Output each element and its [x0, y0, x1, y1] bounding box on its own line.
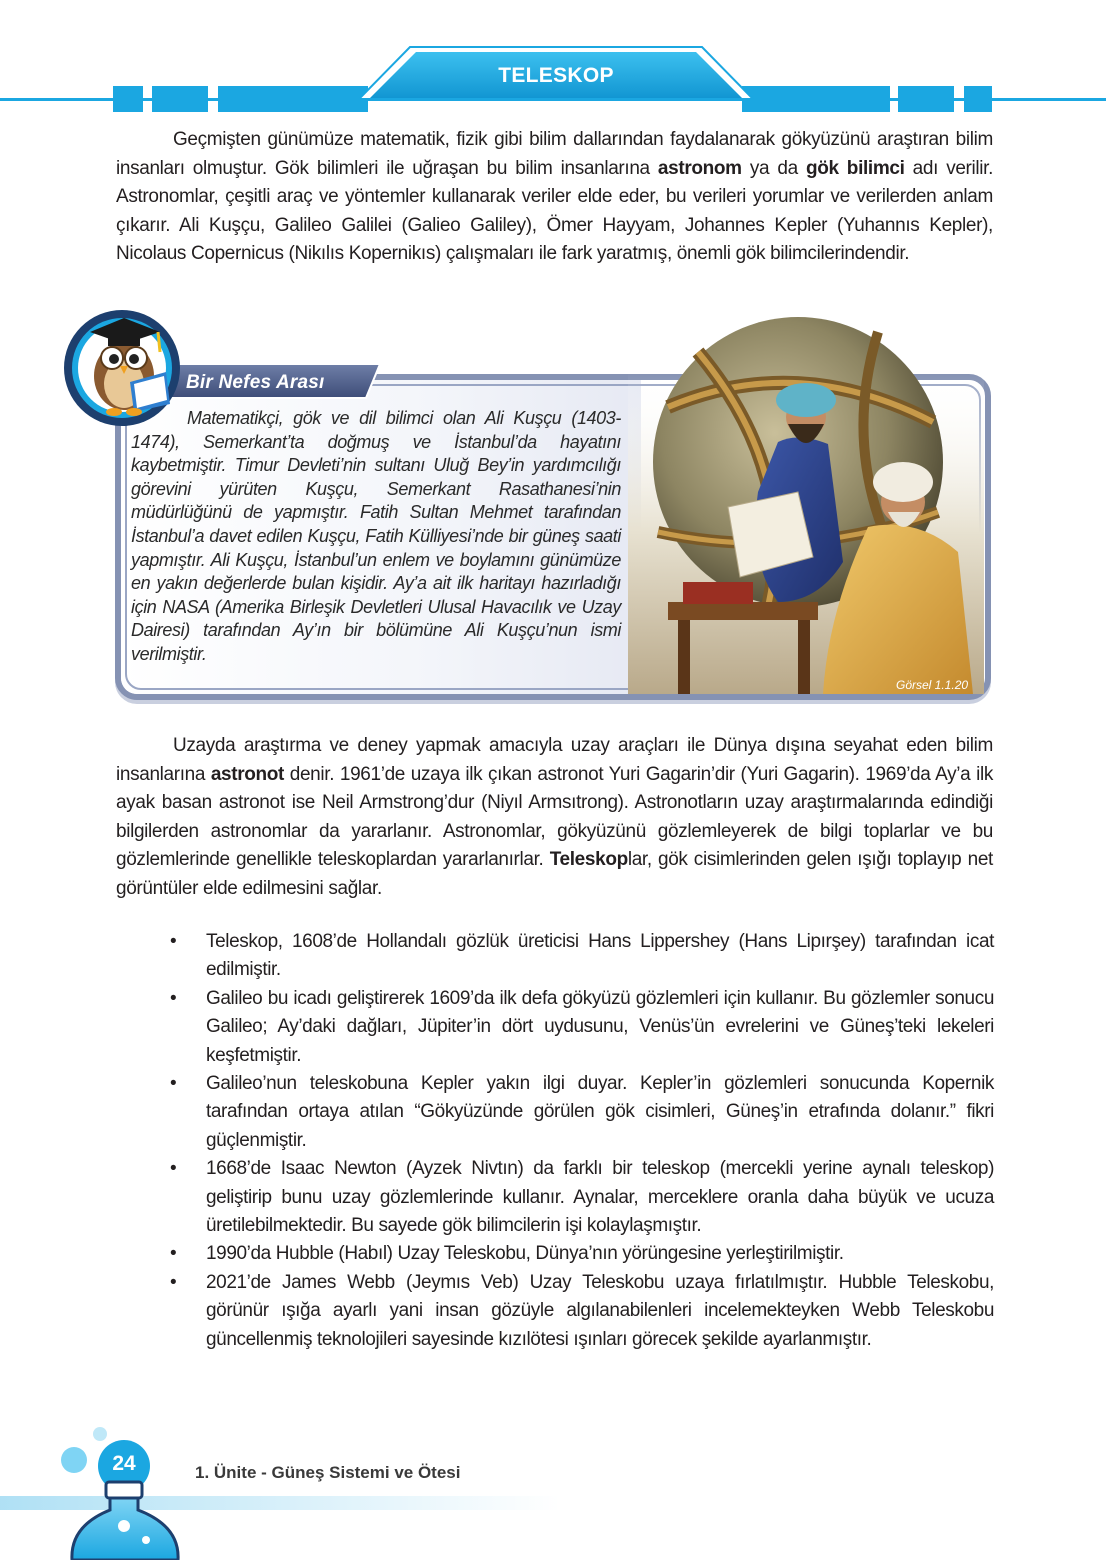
list-item — [168, 1269, 994, 1354]
list-item — [168, 1070, 994, 1155]
second-text-1: Uzayda araştırma ve deney yapmak amacıyla uzay araçları ile Dünya dışına seyahat eden bilim insanlarına — [116, 735, 993, 785]
intro-text-3: adı verilir. Astronomlar, çeşitli araç ve yöntemler kullanarak veriler elde eder, bu verileri yorumlar ve verilerden anlam çıkarır. Ali Kuşçu, Galileo Galilei (Galieo Galiley), Ömer Hayyam, Johannes Kepler (Yuhannıs Kepler), Nicolaus Copernicus (Nikılıs Kopernikıs) çalışmaları ile fark yaratmış, önemli gök bilimcilerindendir. — [116, 157, 994, 265]
list-item-text: 1990’da Hubble (Habıl) Uzay Teleskobu, Dünya’nın yörüngesine yerleştirilmiştir. — [206, 1243, 844, 1265]
intro-text-1: Geçmişten günümüze matematik, fizik gibi bilim dallarından faydalanarak gökyüzünü araştıran bilim insanları olmuştur. Gök bilimleri ile uğraşan bu bilim insanlarına — [116, 129, 993, 179]
term-astronom: astronom — [657, 157, 742, 179]
list-item-text: Galileo’nun teleskobuna Kepler yakın ilgi duyar. Kepler’in gözlemleri sonucunda Kopernik tarafından ortaya atılan “Gökyüzünde görülen gök cisimleri, Güneş’in etrafında dolanır.” fikri güçlenmiştir. — [206, 1073, 994, 1151]
header-block-left-1 — [113, 86, 143, 112]
info-box-paragraph: Matematikçi, gök ve dil bilimci olan Ali Kuşçu (1403-1474), Semerkant’ta doğmuş ve İstanbul’da hayatını kaybetmiştir. Timur Devleti’nin sultanı Uluğ Bey’in yardımcılığı görevini yürüten Kuşçu, Semerkant Rasathanesi’nin müdürlüğünü de yapmıştır. Fatih Sultan Mehmet tarafından İstanbul’a davet edilen Kuşçu, Fatih Külliyesi’nde bir güneş saati yapmıştır. Ali Kuşçu, İstanbul’un enlem ve boylamını günümüze en yakın değerlerde bulan kişidir. Ay’a ait ilk haritayı hazırladığı için NASA (Amerika Birleşik Devletleri Ulusal Havacılık ve Uzay Dairesi) tarafından Ay’ın bir bölümüne Ali Kuşçu’nun ismi verilmiştir. — [131, 408, 621, 664]
bullet-icon: • — [170, 1073, 177, 1095]
unit-title: 1. Ünite - Güneş Sistemi ve Ötesi — [195, 1463, 461, 1482]
header-block-left-3 — [218, 86, 368, 112]
info-box-title: Bir Nefes Arası — [186, 372, 325, 393]
intro-paragraph — [116, 126, 993, 269]
second-text-2: denir. 1961’de uzaya ilk çıkan astronot Yuri Gagarin’dir (Yuri Gagarin). 1969’da Ay’a ilk ayak basan astronot ise Neil Armstrong’dur (Niyıl Armsıtrong). Astronotların uzay araştırmalarında edindiği bilgilerden astronomlar da yararlanır. Astronomlar, gökyüzünü gözlemleyerek de bilgi toplarlar ve bu gözlemlerinde genellikle teleskoplardan yararlanırlar. — [116, 763, 993, 871]
page-number: 24 — [112, 1452, 136, 1475]
header-block-left-2 — [152, 86, 208, 112]
term-teleskop: Teleskop — [549, 849, 628, 871]
list-item-text: Galileo bu icadı geliştirerek 1609’da ilk defa gökyüzü gözlemleri için kullanır. Bu gözlemler sonucu Galileo; Ay’daki dağları, Jüpiter’in dört uydusunu, Venüs’ün evrelerini ve Güneş’teki lekeleri keşfetmiştir. — [206, 987, 994, 1066]
astronaut-paragraph — [116, 732, 993, 904]
bullet-icon: • — [170, 1158, 177, 1180]
list-item — [168, 1155, 994, 1240]
astronomers-illustration — [628, 312, 984, 694]
flask-icon — [60, 1426, 190, 1560]
page-title: TELESKOP — [498, 64, 614, 87]
term-gok-bilimci: gök bilimci — [805, 157, 905, 179]
list-item-text: Teleskop, 1608’de Hollandalı gözlük üreticisi Hans Lippershey (Hans Lipırşey) tarafından icat edilmiştir. — [206, 931, 994, 981]
list-item — [168, 928, 994, 985]
header-block-right-1 — [742, 86, 890, 112]
term-astronot: astronot — [210, 763, 285, 785]
header-tab — [358, 46, 754, 100]
bullet-icon: • — [170, 987, 177, 1009]
second-text-3: lar, gök cisimlerinden gelen ışığı toplayıp net görüntüler elde edilmesini sağlar. — [116, 849, 993, 899]
image-caption: Görsel 1.1.20 — [896, 678, 969, 692]
list-item-text: 1668’de Isaac Newton (Ayzek Nivtın) da farklı bir teleskop (mercekli yerine aynalı teleskop) geliştirip bunu uzay gözlemlerinde kullanır. Aynalar, merceklere oranla daha büyük ve ucuza üretilebilmektedir. Bu sayede gök bilimcilerin işi kolaylaşmıştır. — [206, 1158, 994, 1237]
header-block-right-2 — [898, 86, 954, 112]
list-item — [168, 985, 994, 1070]
telescope-history-list — [168, 928, 994, 1354]
bullet-icon: • — [170, 1271, 177, 1293]
list-item-text: 2021’de James Webb (Jeymıs Veb) Uzay Teleskobu uzaya fırlatılmıştır. Hubble Teleskobu, görünür ışığa ayarlı yani insan gözüyle algılanabilenleri incelemekteyken Webb Teleskobu güncellenmiş teknolojileri sayesinde kızılötesi ışınları görecek şekilde ayarlanmıştır. — [206, 1271, 994, 1350]
header-block-right-3 — [964, 86, 992, 112]
bullet-icon: • — [170, 1243, 177, 1265]
info-box-text — [131, 407, 621, 667]
bullet-icon: • — [170, 931, 177, 952]
list-item — [168, 1240, 994, 1268]
intro-text-2: ya da — [741, 157, 806, 179]
